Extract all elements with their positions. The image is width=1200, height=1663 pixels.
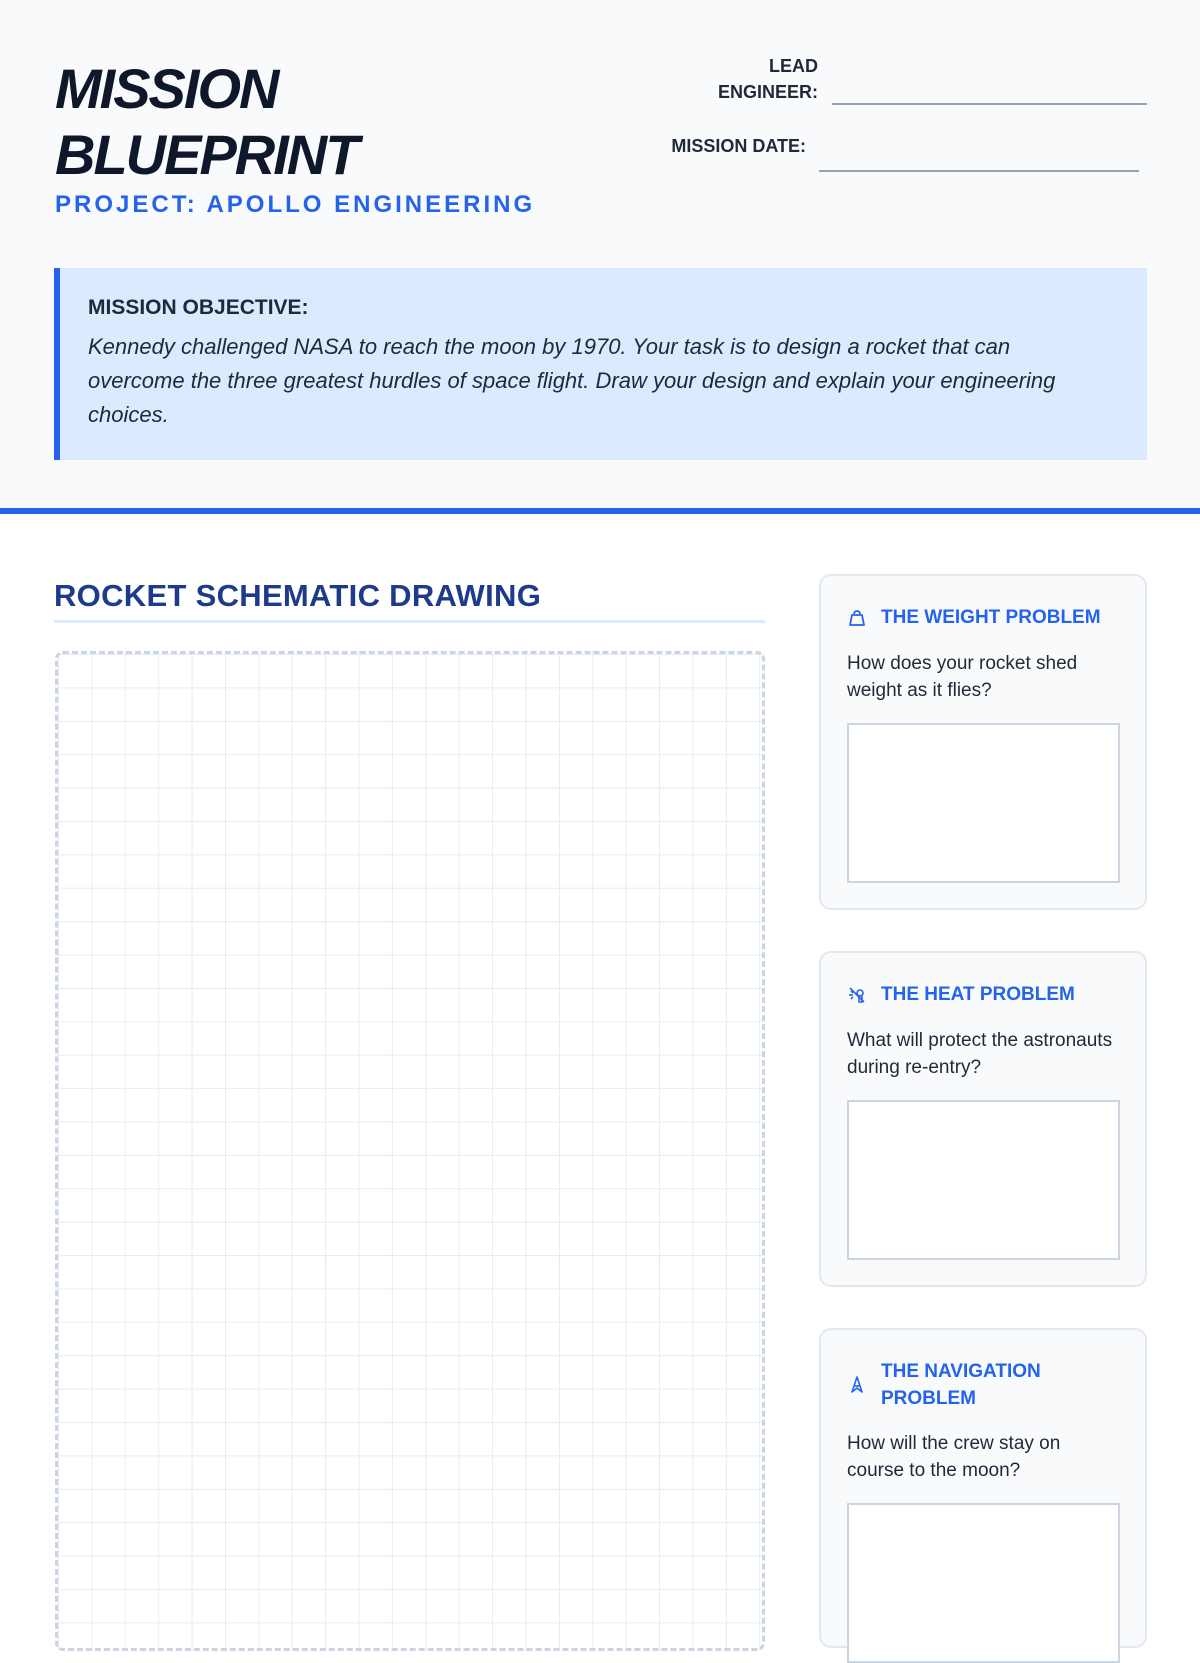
lead-engineer-label-line-1: LEAD xyxy=(769,56,818,76)
title-line-1: MISSION xyxy=(55,57,278,120)
project-subtitle: PROJECT: APOLLO ENGINEERING xyxy=(55,191,536,218)
drawing-section-title: ROCKET SCHEMATIC DRAWING xyxy=(54,578,765,623)
compass-icon xyxy=(847,1375,867,1395)
lead-engineer-label xyxy=(690,53,818,105)
mission-date-label: MISSION DATE: xyxy=(671,136,806,156)
mission-objective-box xyxy=(54,268,1147,460)
card-title: THE NAVIGATION PROBLEM xyxy=(881,1361,1041,1409)
weight-problem-card xyxy=(819,574,1147,910)
drawing-area[interactable] xyxy=(55,651,765,1651)
card-title: THE HEAT PROBLEM xyxy=(881,984,1075,1005)
title-line-2: BLUEPRINT xyxy=(55,123,358,186)
lead-engineer-field[interactable] xyxy=(832,103,1147,105)
heat-icon xyxy=(847,985,867,1005)
lead-engineer-label-line-2: ENGINEER: xyxy=(717,82,818,102)
card-title: THE WEIGHT PROBLEM xyxy=(881,607,1101,628)
card-question: What will protect the astronauts during re-entry? xyxy=(847,1030,1113,1078)
card-header xyxy=(847,604,1127,631)
objective-title: MISSION OBJECTIVE: xyxy=(88,296,309,319)
mission-date-field[interactable] xyxy=(819,170,1139,172)
heat-answer-box[interactable] xyxy=(847,1100,1120,1260)
weight-icon xyxy=(847,608,867,628)
page-title xyxy=(55,56,357,188)
navigation-answer-box[interactable] xyxy=(847,1503,1120,1663)
card-header xyxy=(847,981,1127,1008)
card-question: How will the crew stay on course to the moon? xyxy=(847,1433,1061,1481)
objective-text: Kennedy challenged NASA to reach the moon by 1970. Your task is to design a rocket that can overcome the three greatest hurdles of space flight. Draw your design and explain your engineering choices. xyxy=(88,334,1056,427)
card-question: How does your rocket shed weight as it flies? xyxy=(847,653,1078,701)
navigation-problem-card xyxy=(819,1328,1147,1648)
card-header xyxy=(847,1358,1127,1412)
weight-answer-box[interactable] xyxy=(847,723,1120,883)
heat-problem-card xyxy=(819,951,1147,1287)
header xyxy=(0,0,1200,514)
